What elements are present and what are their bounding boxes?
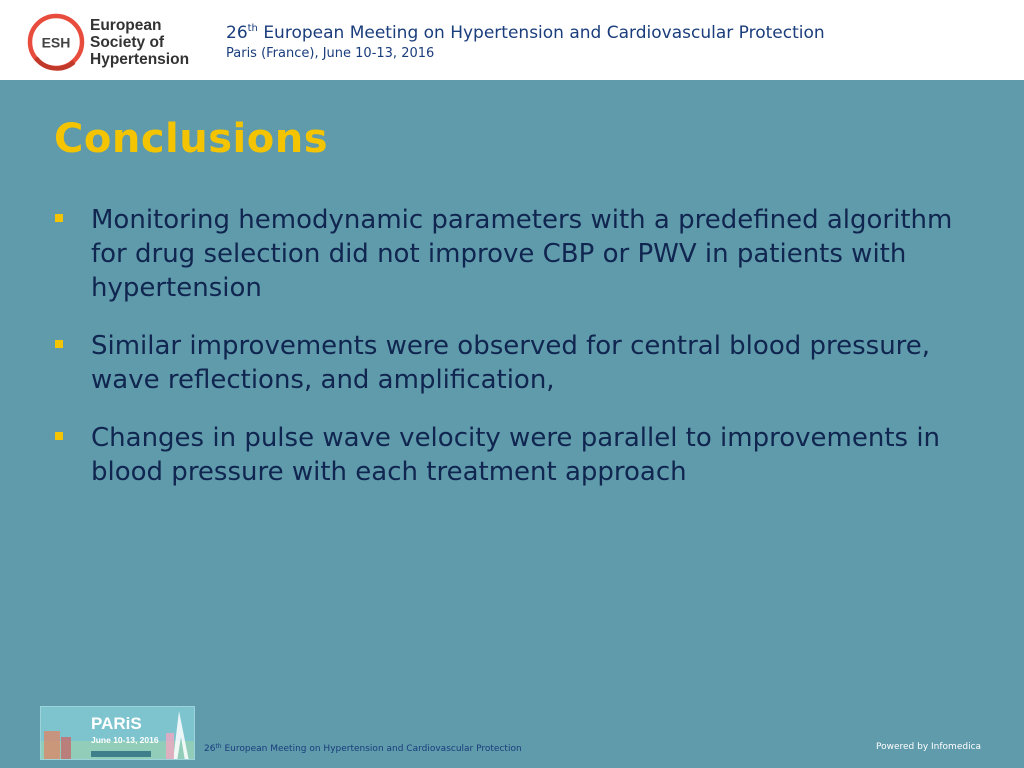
header-bar xyxy=(0,0,1024,80)
bullet-text: Similar improvements were observed for central blood pressure, wave reflections, and amplification, xyxy=(91,331,931,395)
logo-line-3: Hypertension xyxy=(90,51,190,68)
paris-thumbnail xyxy=(40,706,195,760)
conference-title xyxy=(226,23,825,43)
footer-number: 26 xyxy=(204,744,216,754)
footer-conference-name: European Meeting on Hypertension and Cardiovascular Protection xyxy=(224,744,522,754)
bullet-square-icon xyxy=(55,432,63,440)
bullet-square-icon xyxy=(55,340,63,348)
bullet-text: Monitoring hemodynamic parameters with a predefined algorithm for drug selection did not improve CBP or PWV in patients with hypertension xyxy=(91,205,953,303)
footer-conference-text xyxy=(204,743,522,754)
powered-by-label: Powered by Infomedica xyxy=(876,742,982,752)
footer-ordinal: th xyxy=(215,743,222,750)
bullet-item xyxy=(54,421,984,489)
bullet-text: Changes in pulse wave velocity were parallel to improvements in blood pressure with each treatment approach xyxy=(91,423,941,487)
conference-name: European Meeting on Hypertension and Cardiovascular Protection xyxy=(263,23,825,43)
bullet-item xyxy=(54,203,984,305)
esh-logo-icon xyxy=(26,12,88,74)
conference-number: 26 xyxy=(226,23,248,43)
slide-title: Conclusions xyxy=(54,116,328,162)
logo-wordmark xyxy=(90,17,189,68)
conference-subtitle: Paris (France), June 10-13, 2016 xyxy=(226,46,435,61)
esh-logo xyxy=(26,12,196,72)
conference-ordinal: th xyxy=(247,23,258,34)
thumbnail-dates: June 10-13, 2016 xyxy=(91,735,159,745)
thumbnail-city: PARiS xyxy=(91,714,142,733)
bullet-item xyxy=(54,329,984,397)
logo-line-2: Society of xyxy=(90,34,165,51)
conclusions-list xyxy=(54,203,984,513)
logo-line-1: European xyxy=(90,17,162,34)
logo-abbr: ESH xyxy=(41,34,71,51)
bullet-square-icon xyxy=(55,214,63,222)
paris-poster-icon xyxy=(41,707,195,760)
